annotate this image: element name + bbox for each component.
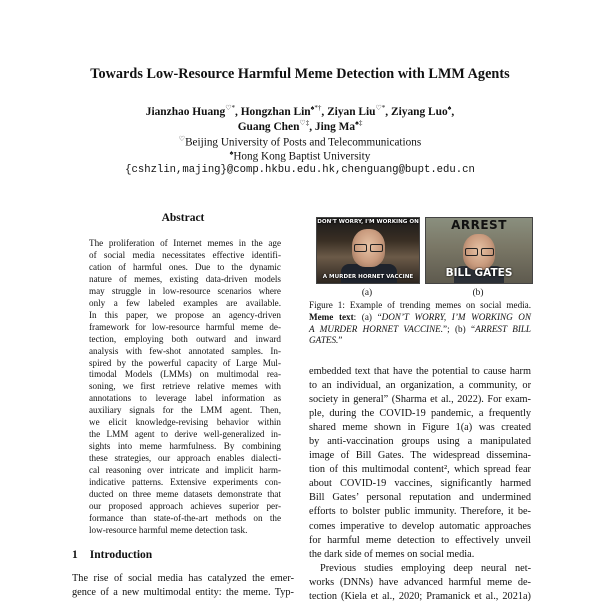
text-line: embedded text that have the potential to cause harm: [309, 366, 531, 377]
text-line: sights into meme harmfulness. By combining: [89, 441, 281, 452]
abstract-heading: Abstract: [161, 212, 205, 224]
meme-image-a: [316, 217, 420, 284]
text-line: analysis with few-shot annotated samples. In-: [89, 345, 281, 356]
text-line: shared meme shown in Figure 1(a) was created: [309, 422, 531, 434]
text-line: works (DNNs) have advanced harmful meme de-: [309, 576, 531, 588]
text-line: Previous studies employing deep neural net-: [320, 562, 531, 574]
text-line: annotations to leverage label information as: [89, 393, 281, 404]
figure-sublabel-a: (a): [361, 288, 373, 298]
author-name: Ziyan Liu: [327, 105, 376, 118]
introduction-body: [72, 572, 294, 600]
text-line: for harmful meme detection to effectively unveil: [309, 534, 531, 546]
text-line: the LMM agent to derive well-generalized in-: [89, 429, 281, 440]
caption-line: Figure 1: Example of trending memes on social media.: [309, 300, 531, 310]
abstract-body: [89, 238, 281, 537]
text-line: image of Bill Gates. The widespread dissemina-: [309, 450, 531, 462]
text-line: timodal Models (LMMs) on multimodal rea-: [89, 369, 281, 380]
text-line: spired by the powerful capacity of Large Mul-: [89, 357, 281, 368]
author-marks: ♠: [447, 104, 452, 112]
author-name: Guang Chen: [237, 120, 300, 133]
author-name: Ziyang Luo: [390, 105, 448, 118]
text-line: the dark side of memes on social media.: [309, 548, 475, 560]
text-line: ducted on three meme datasets demonstrate that: [89, 489, 281, 500]
text-line: The proliferation of Internet memes in the age: [89, 238, 281, 248]
meme-b-bottom-text: BILL GATES: [445, 267, 513, 279]
text-line: Bill Gates’ personal reputation and undermined: [309, 492, 531, 504]
affiliation-mark: ♠: [229, 149, 234, 157]
text-line: nature of memes, existing data-driven models: [89, 273, 281, 284]
text-line: our proposed approach achieves superior per-: [89, 500, 281, 511]
meme-a-top-text: DON'T WORRY, I'M WORKING ON: [317, 219, 419, 225]
author-marks: ♡*: [375, 104, 386, 112]
text-line: auxiliary signals for the LMM agent. Then,: [89, 405, 281, 416]
caption-line: A MURDER HORNET VACCINE.”; (b) “ARREST BILL: [309, 323, 532, 334]
text-line: gence of a new multimodal entity: the meme. Typ-: [72, 587, 294, 598]
text-line: framework for low-resource harmful meme de-: [89, 321, 281, 332]
caption-line: Meme text: (a) “DON’T WORRY, I’M WORKING ON: [309, 311, 531, 322]
author-line-2: Guang Chen♡‡, Jing Ma♠‡: [237, 119, 363, 133]
text-line: only a few labeled examples are available.: [89, 297, 281, 308]
text-line: to an individual, an organization, a community, or: [309, 380, 531, 392]
figure-caption: [309, 300, 531, 347]
text-line: efforts to bolster public immunity. Therefore, it be-: [309, 506, 531, 518]
author-marks: ♠*†: [310, 104, 322, 112]
author-marks: ♠‡: [355, 119, 363, 127]
text-line: The rise of social media has catalyzed the emer-: [72, 573, 294, 584]
section-heading-introduction: [72, 549, 152, 561]
author-line-1: Jianzhao Huang♡*, Hongzhan Lin♠*†, Ziyan Liu♡*, Ziyang Luo♠,: [145, 104, 455, 118]
caption-line: GATES.”: [309, 335, 343, 346]
text-line: cation of harmful ones. Due to the dynamic: [89, 261, 281, 272]
text-line: tection, employing both outward and inward: [89, 333, 281, 344]
text-line: In this paper, we propose an agency-driven: [89, 309, 281, 320]
text-line: we elicit knowledge-revising behavior within: [89, 417, 281, 428]
author-name: Jing Ma: [314, 120, 356, 133]
author-emails: {cshzlin,majing}@comp.hkbu.edu.hk,chenguang@bupt.edu.cn: [125, 164, 475, 176]
text-line: about COVID-19 vaccines, significantly harmed: [309, 478, 531, 490]
meme-image-b: [425, 217, 533, 284]
author-name: Hongzhan Lin: [240, 105, 311, 118]
text-line: low-resource harmful meme detection task.: [89, 524, 248, 535]
affiliation-text: Beijing University of Posts and Telecommunications: [185, 136, 422, 149]
text-line: tection (Kiela et al., 2020; Pramanick et al., 2021a): [309, 590, 531, 602]
affiliation-2: [0, 149, 600, 163]
section-number: 1: [72, 549, 78, 561]
text-line: of social media necessitates effective identifi-: [89, 249, 281, 260]
text-line: formance than state-of-the-art methods on the: [89, 512, 281, 523]
affiliation-1: [0, 135, 600, 149]
text-line: indicative patterns. Extensive experiments con-: [89, 477, 281, 488]
paper-title: Towards Low-Resource Harmful Meme Detection with LMM Agents: [90, 66, 510, 82]
text-line: soning, we first retrieve relative memes with: [89, 381, 281, 392]
author-name: Jianzhao Huang: [145, 105, 226, 118]
section-title: Introduction: [89, 549, 153, 561]
meme-b-top-text: ARREST: [451, 218, 507, 232]
affiliation-mark: ♡: [178, 135, 186, 143]
figure-sublabel-b: (b): [472, 288, 484, 298]
right-column-body: [309, 365, 531, 604]
text-line: cal reasoning over intricate and implicit harm-: [89, 465, 281, 476]
author-marks: ♡*: [225, 104, 235, 112]
text-line: ple, during the COVID-19 pandemic, a frequently: [309, 408, 531, 420]
meme-a-bottom-text: A MURDER HORNET VACCINE: [322, 274, 414, 280]
text-line: these strategies, our approach enables dialecti-: [89, 453, 281, 464]
author-marks: ♡‡: [299, 119, 310, 127]
text-line: by anti-vaccination groups using a manipulated: [309, 436, 531, 448]
affiliation-text: Hong Kong Baptist University: [233, 150, 371, 163]
text-line: tion of this multimodal content², which spread fear: [309, 464, 531, 476]
text-line: comes imperative to develop automatic approaches: [309, 520, 531, 532]
text-line: may struggle in low-resource scenarios where: [89, 285, 281, 296]
text-line: society in general” (Sharma et al., 2022). For exam-: [309, 394, 531, 406]
